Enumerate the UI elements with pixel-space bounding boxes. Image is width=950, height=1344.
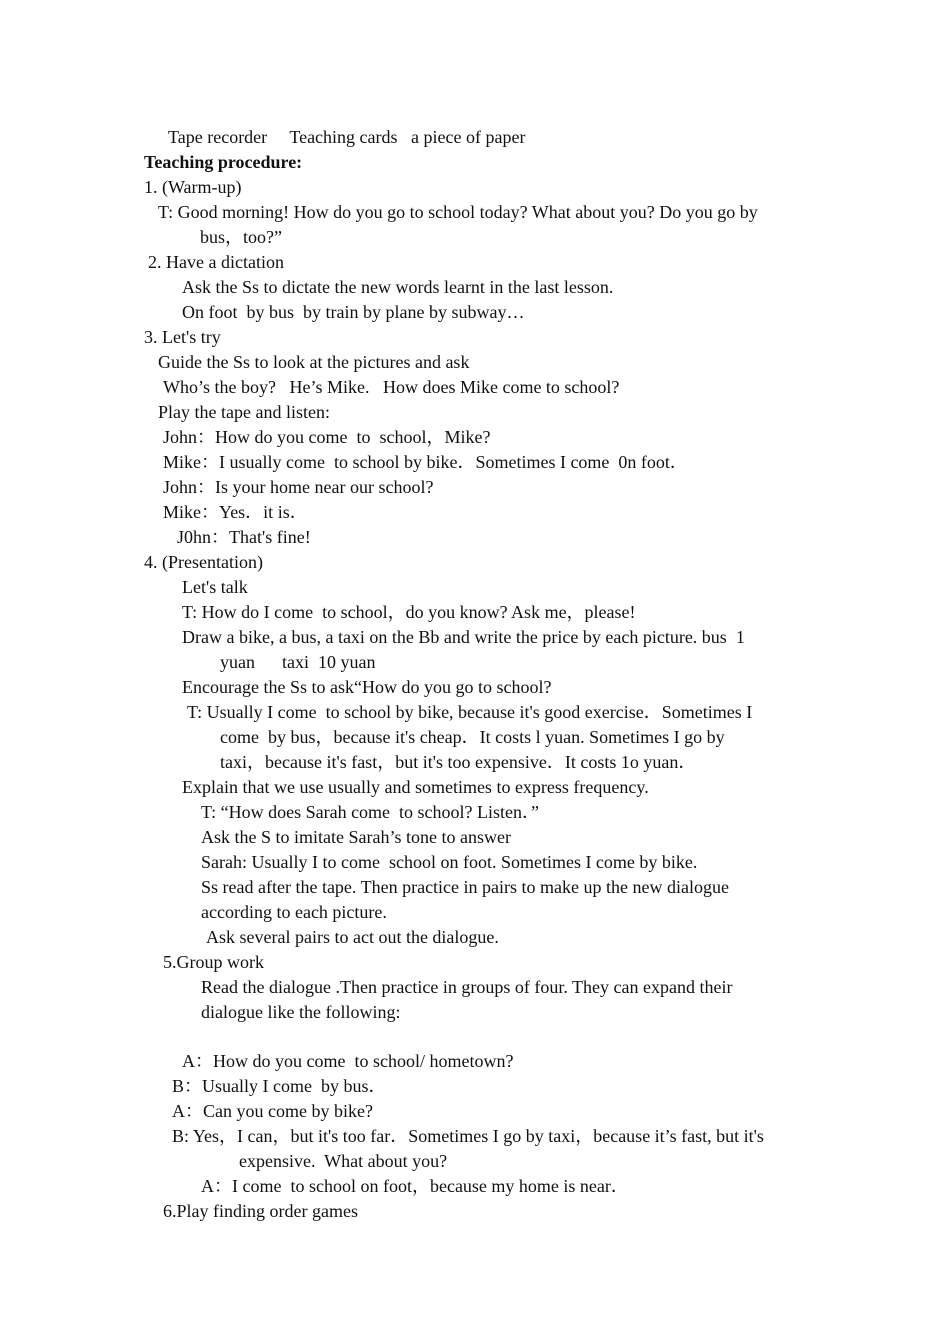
text-line: On foot by bus by train by plane by subway…: [182, 302, 525, 322]
dialogue-line: expensive. What about you?: [239, 1151, 448, 1171]
text-line: Ss read after the tape. Then practice in pairs to make up the new dialogue: [201, 877, 729, 897]
text-line: yuan taxi 10 yuan: [220, 652, 376, 672]
dialogue-line: J0hn：That's fine!: [177, 527, 311, 547]
text-line: according to each picture.: [201, 902, 387, 922]
step-title: 1. (Warm-up): [144, 177, 242, 197]
dialogue-line: B: Yes，I can，but it's too far．Sometimes I go by taxi，because it’s fast, but it's: [172, 1126, 764, 1146]
text-line: Ask the Ss to dictate the new words learnt in the last lesson.: [182, 277, 614, 297]
dialogue-line: Mike：Yes．it is．: [163, 502, 308, 522]
text-line: T: “How does Sarah come to school? Listen．”: [201, 802, 540, 822]
step-title: 6.Play finding order games: [163, 1201, 358, 1221]
step-title: 2. Have a dictation: [148, 252, 284, 272]
text-line: Read the dialogue .Then practice in groups of four. They can expand their: [201, 977, 733, 997]
text-line: T: Usually I come to school by bike, because it's good exercise．Sometimes I: [187, 702, 753, 722]
text-line: come by bus，because it's cheap．It costs l yuan. Sometimes I go by: [220, 727, 725, 747]
text-line: dialogue like the following:: [201, 1002, 401, 1022]
text-line: Sarah: Usually I to come school on foot. Sometimes I come by bike.: [201, 852, 698, 872]
dialogue-line: John：Is your home near our school?: [163, 477, 434, 497]
dialogue-line: A：How do you come to school/ hometown?: [182, 1051, 514, 1071]
text-line: T: Good morning! How do you go to school today? What about you? Do you go by: [158, 202, 758, 222]
dialogue-line: John：How do you come to school，Mike?: [163, 427, 491, 447]
dialogue-line: A：I come to school on foot，because my home is near．: [201, 1176, 629, 1196]
text-line: Who’s the boy? He’s Mike. How does Mike come to school?: [163, 377, 620, 397]
text-line: T: How do I come to school，do you know? Ask me，please!: [182, 602, 636, 622]
text-line: Draw a bike, a bus, a taxi on the Bb and write the price by each picture. bus 1: [182, 627, 745, 647]
step-title: 4. (Presentation): [144, 552, 263, 572]
text-line: Ask the S to imitate Sarah’s tone to answer: [201, 827, 511, 847]
text-line: Let's talk: [182, 577, 248, 597]
step-title: 5.Group work: [163, 952, 264, 972]
materials-line: Tape recorder Teaching cards a piece of paper: [168, 127, 526, 147]
text-line: taxi，because it's fast，but it's too expensive．It costs 1o yuan．: [220, 752, 697, 772]
text-line: Guide the Ss to look at the pictures and ask: [158, 352, 470, 372]
dialogue-line: Mike：I usually come to school by bike．Sometimes I come 0n foot．: [163, 452, 688, 472]
step-title: 3. Let's try: [144, 327, 221, 347]
text-line: Explain that we use usually and sometimes to express frequency.: [182, 777, 649, 797]
dialogue-line: B：Usually I come by bus．: [172, 1076, 387, 1096]
text-line: Play the tape and listen:: [158, 402, 330, 422]
text-line: Encourage the Ss to ask“How do you go to school?: [182, 677, 552, 697]
text-line: bus，too?”: [200, 227, 282, 247]
dialogue-line: A：Can you come by bike?: [172, 1101, 373, 1121]
text-line: Ask several pairs to act out the dialogue.: [206, 927, 499, 947]
section-heading: Teaching procedure:: [144, 152, 303, 172]
